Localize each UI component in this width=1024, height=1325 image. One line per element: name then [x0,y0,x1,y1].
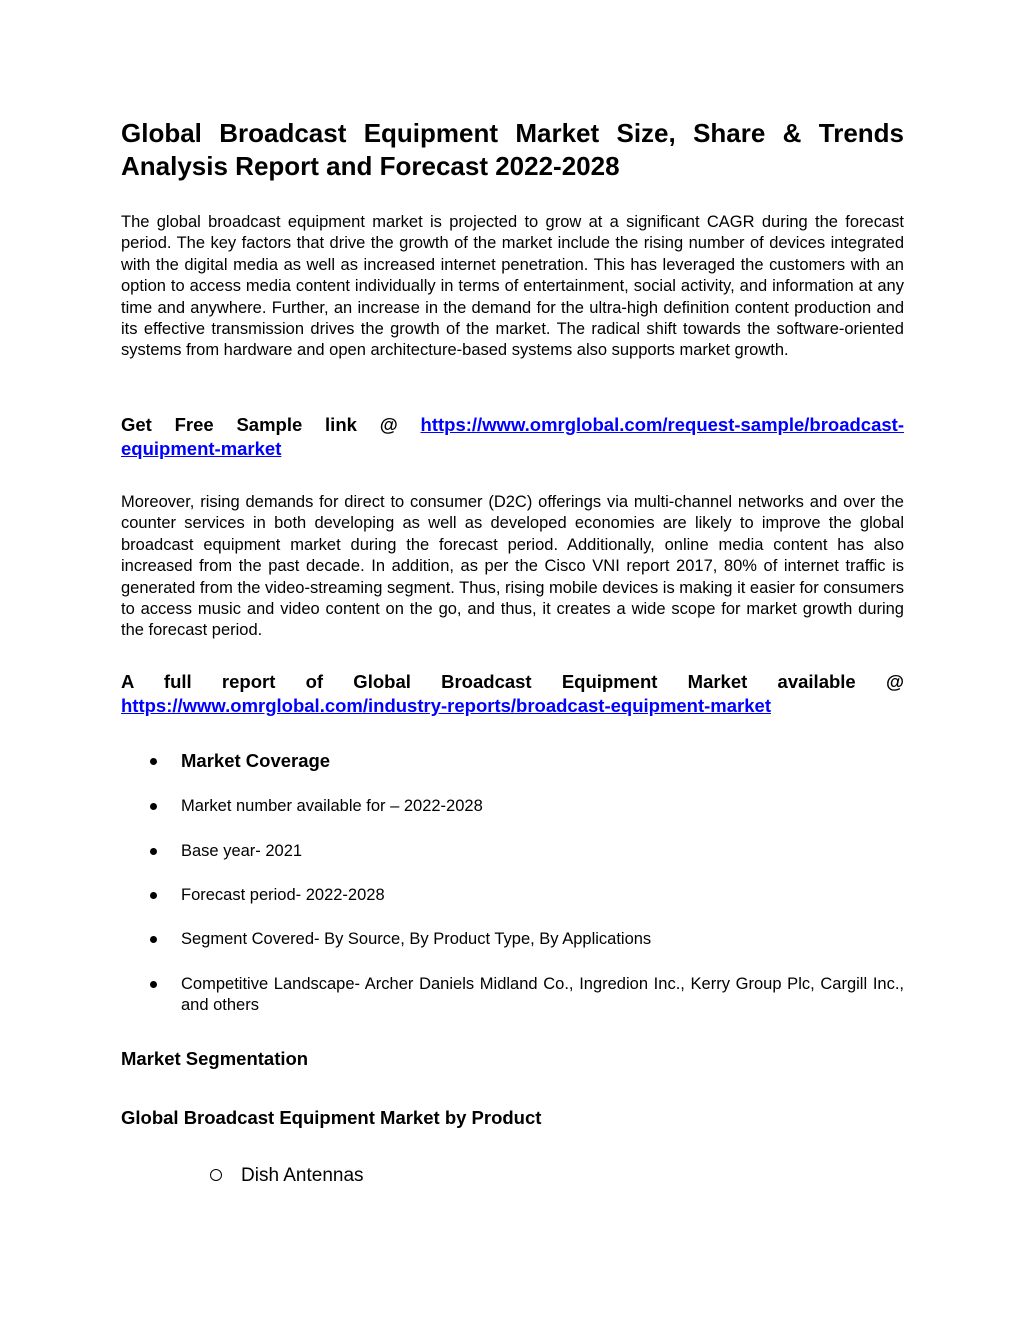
intro-paragraph: The global broadcast equipment market is projected to grow at a significant CAGR during the forecast period. The key factors that drive the growth of the market include the rising number of devices integrated with the digital media as well as increased internet penetration. This has leveraged the customers with an option to access media content individually in terms of entertainment, social activity, and information at any time and anywhere. Further, an increase in the demand for the ultra-high definition content production and its effective transmission drives the growth of the market. The radical shift towards the software-oriented systems from hardware and open architecture-based systems also supports market growth. [121,213,904,360]
coverage-item: Forecast period- 2022-2028 [181,886,385,904]
hollow-circle-bullet-icon [210,1169,222,1181]
report-link-label: A full report of Global Broadcast Equipment Market available @ [121,671,904,692]
coverage-item: Base year- 2021 [181,842,303,860]
bullet-dot-icon [150,803,157,810]
sample-link-line [121,413,904,461]
bullet-dot-icon [150,936,157,943]
by-product-heading: Global Broadcast Equipment Market by Product [121,1107,542,1128]
coverage-item: Market number available for – 2022-2028 [181,797,483,815]
bullet-dot-icon [150,758,157,765]
sample-link[interactable]: https://www.omrglobal.com/request-sample/broadcast-equipment-market [121,414,904,459]
coverage-item: Segment Covered- By Source, By Product Type, By Applications [181,930,652,948]
bullet-dot-icon [150,981,157,988]
document-title: Global Broadcast Equipment Market Size, Share & Trends Analysis Report and Forecast 2022-2028 [121,118,904,181]
report-link-line [121,670,904,718]
segmentation-heading: Market Segmentation [121,1048,309,1069]
product-item-label: Dish Antennas [241,1165,364,1186]
coverage-item: Competitive Landscape- Archer Daniels Midland Co., Ingredion Inc., Kerry Group Plc, Cargill Inc., and others [181,975,904,1015]
coverage-heading: Market Coverage [181,750,331,771]
second-paragraph: Moreover, rising demands for direct to consumer (D2C) offerings via multi-channel networks and over the counter services in both developing as well as developed economies are likely to improve the global broadcast equipment market during the forecast period. Additionally, online media content has also increased from the past decade. In addition, as per the Cisco VNI report 2017, 80% of internet traffic is generated from the video-streaming segment. Thus, rising mobile devices is making it easier for consumers to access music and video content on the go, and thus, it creates a wide scope for market growth during the forecast period. [121,493,904,640]
report-link[interactable]: https://www.omrglobal.com/industry-reports/broadcast-equipment-market [121,695,771,716]
sample-link-label: Get Free Sample link @ [121,414,421,435]
bullet-dot-icon [150,848,157,855]
bullet-dot-icon [150,892,157,899]
